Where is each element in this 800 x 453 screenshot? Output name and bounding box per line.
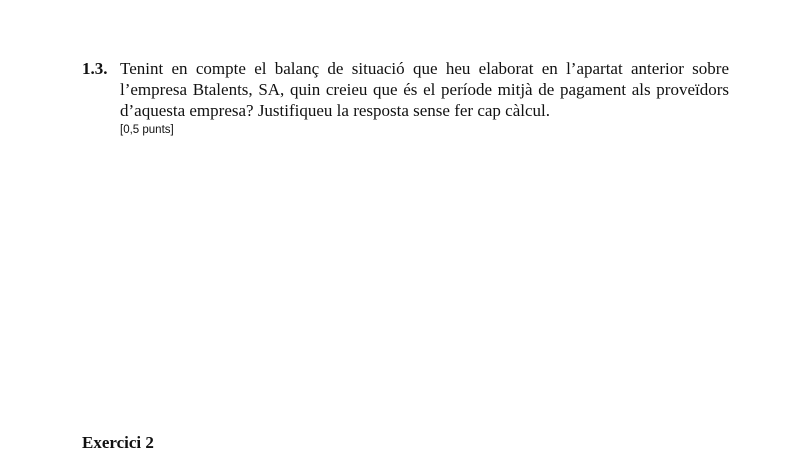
exercise-heading: Exercici 2: [82, 433, 154, 452]
question-text: Tenint en compte el balanç de situació que heu elaborat en l’apartat anterior sobre l’empresa Btalents, SA, quin creieu que és el període mitjà de pagament als proveïdors d’aquesta empresa? Justifiqueu la resposta sense fer cap càlcul.: [120, 59, 729, 120]
question-1-3: [82, 58, 729, 138]
question-points: [0,5 punts]: [120, 124, 174, 136]
question-number: 1.3.: [82, 59, 108, 78]
question-body: [120, 58, 729, 138]
